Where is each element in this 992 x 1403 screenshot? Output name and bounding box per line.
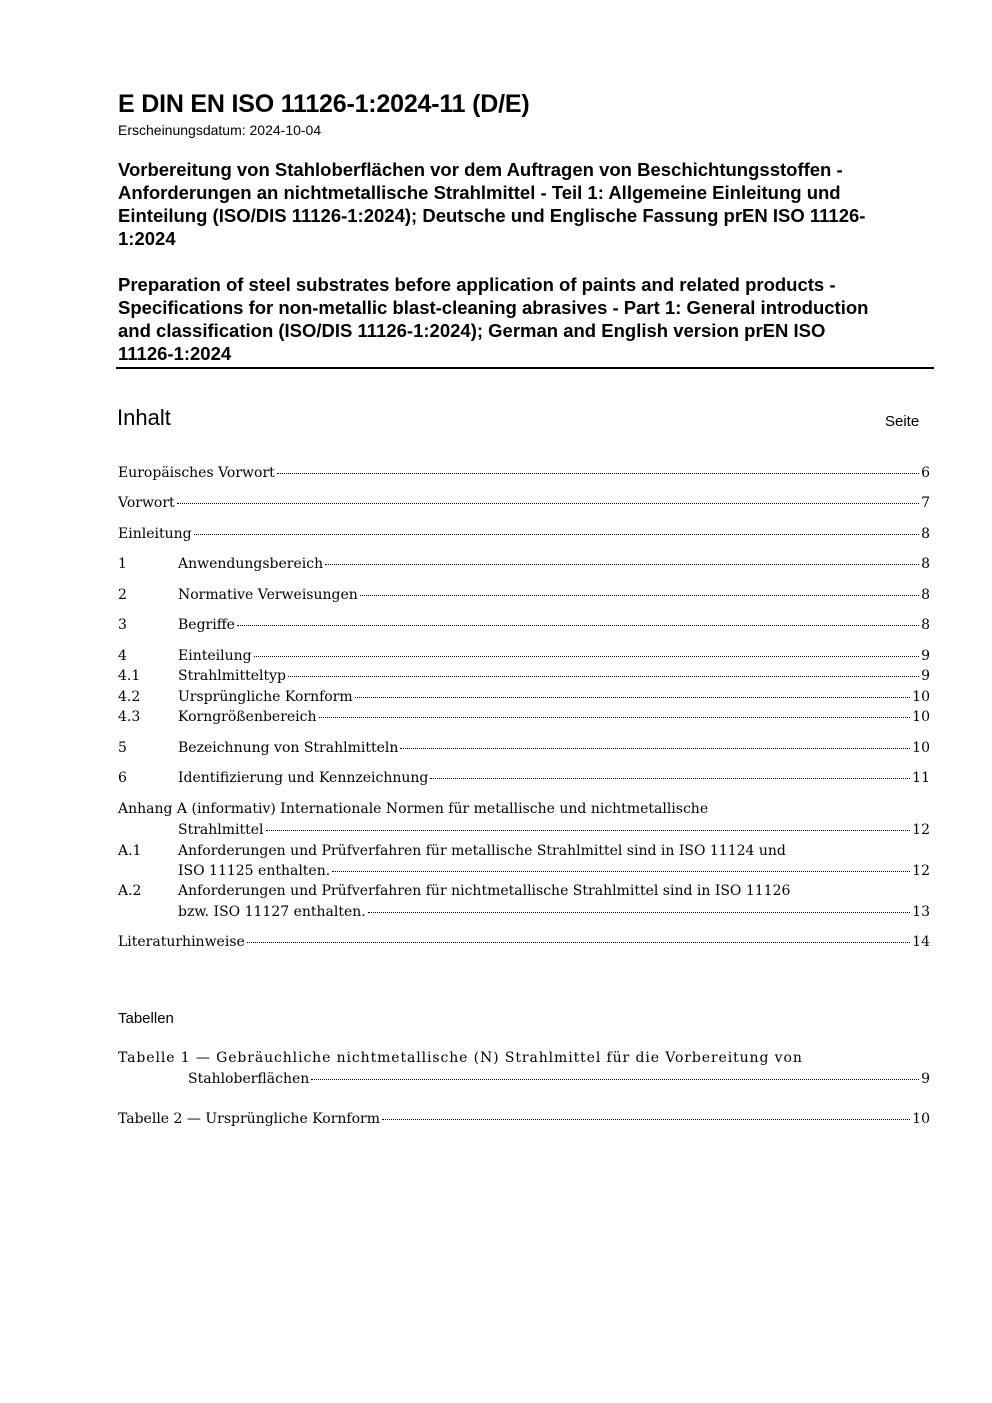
toc-heading: Inhalt	[117, 405, 171, 430]
toc-entry-number: A.2	[118, 883, 142, 899]
toc-entry-number: 4.1	[118, 668, 141, 684]
toc-entry-line1[interactable]	[118, 841, 930, 861]
title-german-line: 1:2024	[118, 228, 176, 249]
toc-entry-page: 10	[912, 740, 930, 756]
toc-entry-page: 12	[912, 863, 930, 879]
toc-entry[interactable]	[118, 738, 930, 758]
toc-entry-page: 10	[912, 709, 930, 725]
toc-entry-page: 9	[921, 668, 930, 684]
title-german-line: Einteilung (ISO/DIS 11126-1:2024); Deutsche und Englische Fassung prEN ISO 11126-	[118, 205, 866, 226]
tables-heading: Tabellen	[118, 1010, 174, 1027]
toc-entry[interactable]	[118, 707, 930, 727]
toc-entry-label: bzw. ISO 11127 enthalten.	[178, 904, 366, 920]
dot-leader	[430, 777, 910, 779]
table-list-entry[interactable]	[118, 1069, 930, 1089]
toc-entry[interactable]	[118, 646, 930, 666]
dot-leader	[254, 655, 920, 657]
toc-entry-page: 10	[912, 689, 930, 705]
toc-entry-page: 12	[912, 822, 930, 838]
toc-entry-label: Normative Verweisungen	[178, 587, 358, 603]
toc-entry[interactable]	[118, 768, 930, 788]
toc-entry-page: 9	[921, 648, 930, 664]
title-german-line: Vorbereitung von Stahloberflächen vor dem Auftragen von Beschichtungsstoffen -	[118, 159, 843, 180]
dot-leader	[266, 829, 911, 831]
dot-leader	[332, 870, 910, 872]
toc-entry-label: Ursprüngliche Kornform	[178, 689, 353, 705]
toc-entry[interactable]	[118, 932, 930, 952]
toc-entry-page: 11	[912, 770, 930, 786]
dot-leader	[360, 594, 919, 596]
dot-leader	[194, 533, 920, 535]
toc-entry-label: Einleitung	[118, 526, 192, 542]
table-list-entry-line1[interactable]	[118, 1048, 890, 1068]
title-divider	[116, 367, 934, 369]
dot-leader	[382, 1118, 910, 1120]
publication-date: Erscheinungsdatum: 2024-10-04	[118, 122, 322, 138]
toc-entry-label: Bezeichnung von Strahlmitteln	[178, 740, 399, 756]
dot-leader	[277, 472, 919, 474]
toc-entry-number: 5	[118, 740, 127, 756]
dot-leader	[288, 675, 919, 677]
table-list-label: Stahloberflächen	[188, 1071, 310, 1087]
toc-entry-number: A.1	[118, 843, 142, 859]
table-list-label-line1: Tabelle 1 — Gebräuchliche nichtmetallische (N) Strahlmittel für die Vorbereitung von	[118, 1050, 803, 1066]
toc-entry-number: 6	[118, 770, 127, 786]
document-id: E DIN EN ISO 11126-1:2024-11 (D/E)	[118, 90, 530, 118]
table-list-page: 9	[921, 1071, 930, 1087]
toc-entry-page: 14	[912, 934, 930, 950]
toc-entry-label: Begriffe	[178, 617, 235, 633]
toc-entry-label-line1: Anforderungen und Prüfverfahren für nichtmetallische Strahlmittel sind in ISO 11126	[178, 883, 791, 899]
toc-entry-number: 3	[118, 617, 127, 633]
toc-entry[interactable]	[118, 463, 930, 483]
toc-entry-label: Literaturhinweise	[118, 934, 245, 950]
table-list-page: 10	[912, 1111, 930, 1127]
dot-leader	[355, 696, 911, 698]
toc-entry-page: 8	[921, 556, 930, 572]
toc-entry[interactable]	[118, 861, 930, 881]
toc-entry[interactable]	[118, 902, 930, 922]
dot-leader	[325, 563, 919, 565]
toc-entry[interactable]	[118, 666, 930, 686]
dot-leader	[177, 502, 919, 504]
toc-entry-label-line1: Anforderungen und Prüfverfahren für metallische Strahlmittel sind in ISO 11124 und	[178, 843, 786, 859]
toc-entry-page: 6	[921, 465, 930, 481]
toc-entry-number: 4.3	[118, 709, 141, 725]
toc-entry-label: Einteilung	[178, 648, 252, 664]
toc-entry[interactable]	[118, 585, 930, 605]
toc-page-column-label: Seite	[885, 413, 920, 430]
toc-entry[interactable]	[118, 687, 930, 707]
toc-entry-label: Korngrößenbereich	[178, 709, 317, 725]
toc-entry-label: Vorwort	[118, 495, 175, 511]
toc-entry-label: Anwendungsbereich	[178, 556, 324, 572]
toc-entry[interactable]	[118, 493, 930, 513]
dot-leader	[400, 747, 910, 749]
toc-entry[interactable]	[118, 820, 930, 840]
toc-entry-label: Strahlmitteltyp	[178, 668, 287, 684]
toc-entry-number: 4	[118, 648, 127, 664]
toc-entry-label: ISO 11125 enthalten.	[178, 863, 331, 879]
toc-entry-label: Identifizierung und Kennzeichnung	[178, 770, 429, 786]
table-list-label: Tabelle 2 — Ursprüngliche Kornform	[118, 1111, 381, 1127]
dot-leader	[237, 624, 919, 626]
toc-entry-page: 8	[921, 617, 930, 633]
toc-entry-number: 2	[118, 587, 127, 603]
title-german	[118, 158, 936, 250]
dot-leader	[311, 1078, 919, 1080]
toc-entry-page: 13	[912, 904, 930, 920]
title-english-line: Preparation of steel substrates before application of paints and related products -	[118, 274, 836, 295]
dot-leader	[368, 911, 910, 913]
toc-entry[interactable]	[118, 524, 930, 544]
toc-entry-number: 1	[118, 556, 127, 572]
toc-entry[interactable]	[118, 615, 930, 635]
toc-entry-label: Strahlmittel	[178, 822, 264, 838]
toc-entry[interactable]	[118, 554, 930, 574]
toc-entry-line1[interactable]	[118, 881, 930, 901]
title-english	[118, 273, 936, 365]
toc-entry-page: 8	[921, 526, 930, 542]
toc-entry-page: 8	[921, 587, 930, 603]
title-german-line: Anforderungen an nichtmetallische Strahlmittel - Teil 1: Allgemeine Einleitung und	[118, 182, 841, 203]
toc-entry-label: Europäisches Vorwort	[118, 465, 275, 481]
title-english-line: and classification (ISO/DIS 11126-1:2024); German and English version prEN ISO	[118, 320, 826, 341]
toc-entry-number: 4.2	[118, 689, 141, 705]
title-english-line: 11126-1:2024	[118, 343, 232, 364]
dot-leader	[247, 941, 910, 943]
toc-entry-page: 7	[921, 495, 930, 511]
table-list-entry[interactable]	[118, 1109, 930, 1129]
toc-entry-label-line1[interactable]: Anhang A (informativ) Internationale Normen für metallische und nichtmetallische	[118, 801, 709, 817]
dot-leader	[319, 716, 911, 718]
title-english-line: Specifications for non-metallic blast-cleaning abrasives - Part 1: General introduction	[118, 297, 869, 318]
